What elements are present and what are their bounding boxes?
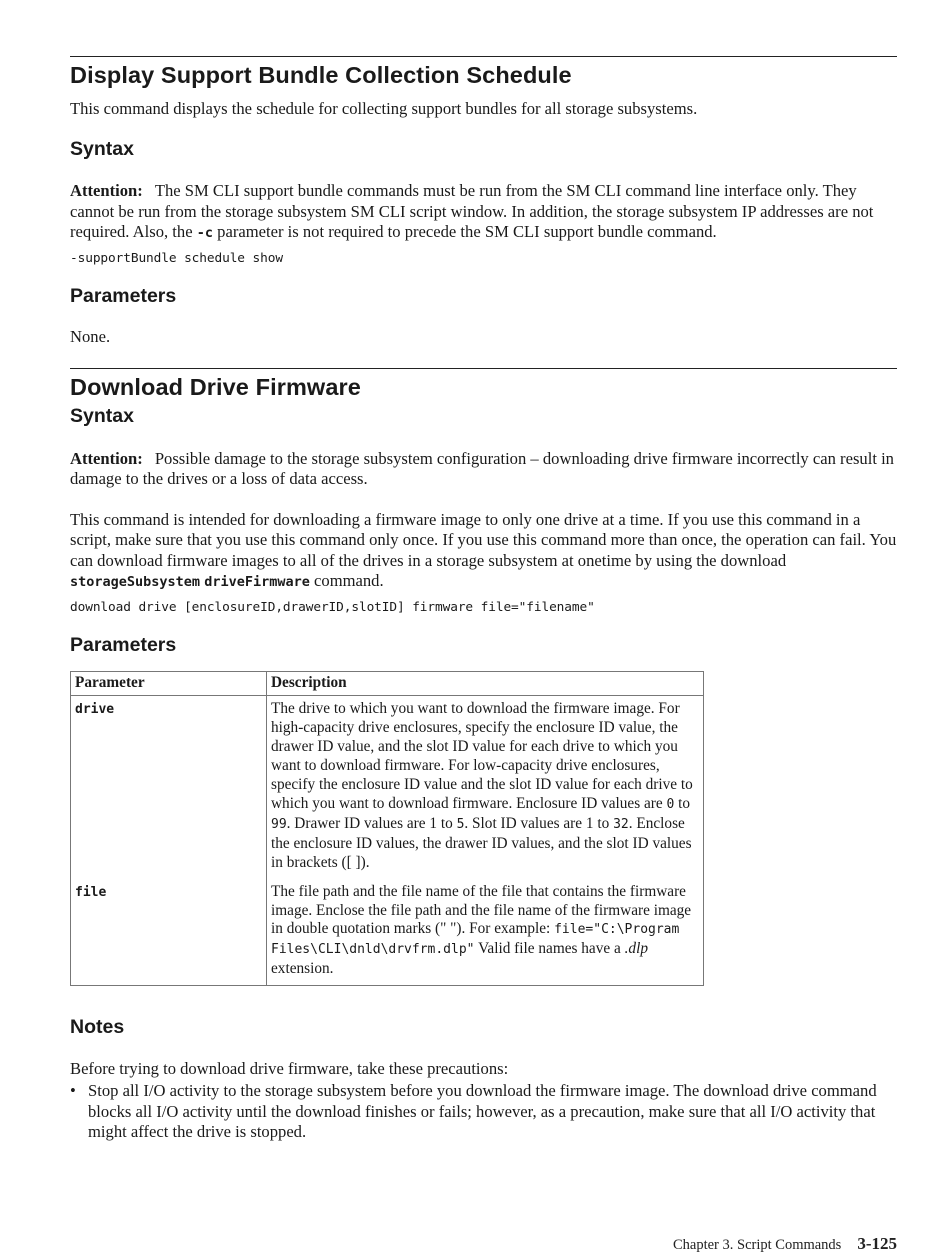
desc-text: extension. xyxy=(271,960,334,978)
value-0: 0 xyxy=(666,797,675,812)
c-parameter: -c xyxy=(196,225,214,242)
syntax-code: -supportBundle schedule show xyxy=(70,250,283,266)
file-extension: .dlp xyxy=(624,940,648,958)
bullet-icon: • xyxy=(70,1081,76,1101)
param-name-drive xyxy=(71,696,267,879)
syntax-heading: Syntax xyxy=(70,405,134,428)
document-page xyxy=(70,0,897,1143)
desc-text: . Drawer ID values are 1 to xyxy=(286,814,453,832)
syntax-code: download drive [enclosureID,drawerID,slotID] firmware file="filename" xyxy=(70,600,595,616)
syntax-heading: Syntax xyxy=(70,137,134,160)
parameters-table xyxy=(70,671,704,986)
storage-subsystem-keyword: storageSubsystem xyxy=(70,574,201,591)
description-text: This command is intended for downloading a firmware image to only one drive at a time. If you use this command in a script, make sure that you use this command only once. If you use this command more than once, the operation can fail. You can download firmware images to all of the drives in a storage subsystem at onetime by using the download xyxy=(70,509,897,570)
list-item xyxy=(70,1081,897,1143)
section-intro: This command displays the schedule for collecting support bundles for all storage subsystems. xyxy=(70,99,698,119)
attention-paragraph xyxy=(70,449,897,490)
notes-intro: Before trying to download drive firmware, take these precautions: xyxy=(70,1058,509,1078)
param-description xyxy=(267,696,704,879)
note-text: Stop all I/O activity to the storage subsystem before you download the firmware image. The download drive command blocks all I/O activity until the download finishes or fails; however, as a precaution, make sure that all I/O activity that might affect the drive is stopped. xyxy=(88,1081,877,1142)
section-title-download-drive-firmware: Download Drive Firmware xyxy=(70,373,361,400)
parameters-none: None. xyxy=(70,327,111,347)
param-description xyxy=(267,879,704,986)
table-header-row xyxy=(71,672,704,696)
desc-text: The file path and the file name of the file that contains the firmware image. Enclose the file path and the file name of the firmware image in double quotation marks (" "). For example: xyxy=(271,882,692,938)
desc-text: The drive to which you want to download the firmware image. For high-capacity drive enclosures, specify the enclosure ID value, the drawer ID value, and the slot ID value for each drive to which you want to download firmware. For low-capacity drive enclosures, specify the enclosure ID value and the slot ID value for each drive to which you want to download firmware. Enclosure ID values are xyxy=(271,700,693,812)
desc-text: . Slot ID values are 1 to xyxy=(464,814,610,832)
parameters-heading: Parameters xyxy=(70,284,177,307)
value-5: 5 xyxy=(456,816,465,832)
notes-heading: Notes xyxy=(70,1016,125,1039)
table-row xyxy=(71,696,704,879)
param-name: file xyxy=(75,884,107,900)
parameters-heading: Parameters xyxy=(70,634,177,657)
page-number: 3-125 xyxy=(857,1234,897,1253)
header-parameter: Parameter xyxy=(71,672,267,696)
section-title-display-support-bundle: Display Support Bundle Collection Schedule xyxy=(70,62,572,88)
attention-text: Possible damage to the storage subsystem configuration – downloading drive firmware incorrectly can result in damage to the drives or a loss of data access. xyxy=(70,448,894,489)
attention-label: Attention: xyxy=(70,448,143,468)
desc-text: to xyxy=(678,795,691,812)
attention-label: Attention: xyxy=(70,181,143,201)
desc-text: Valid file names have a xyxy=(478,940,621,958)
header-description: Description xyxy=(267,672,704,696)
attention-text: The SM CLI support bundle commands must be run from the SM CLI command line interface only. They cannot be run from the storage subsystem SM CLI script window. In addition, the storage subsystem IP addresses are not required. Also, the xyxy=(70,181,874,242)
file-example: file="C:\Program Files\CLI\dnld\drvfrm.dlp" xyxy=(271,922,680,958)
desc-text: . Enclose the enclosure ID values, the drawer ID values, and the slot ID values in brackets ([ ]). xyxy=(271,814,692,871)
attention-paragraph xyxy=(70,181,897,244)
page-footer xyxy=(673,1234,897,1254)
notes-list xyxy=(70,1081,897,1143)
table-row xyxy=(71,879,704,986)
drive-firmware-keyword: driveFirmware xyxy=(204,574,310,591)
param-name-file xyxy=(71,879,267,986)
chapter-label: Chapter 3. Script Commands xyxy=(672,1237,842,1253)
param-name: drive xyxy=(75,702,115,718)
command-description xyxy=(70,510,897,593)
attention-text-cont: parameter is not required to precede the SM CLI support bundle command. xyxy=(217,222,717,242)
value-32: 32 xyxy=(613,816,629,832)
value-99: 99 xyxy=(271,816,287,832)
description-text-end: command. xyxy=(314,571,384,591)
